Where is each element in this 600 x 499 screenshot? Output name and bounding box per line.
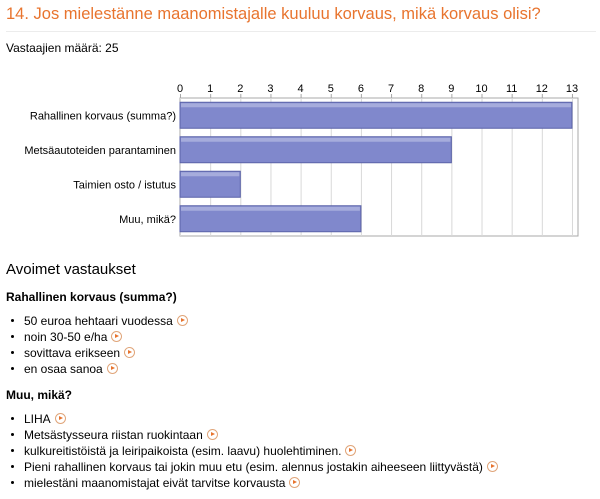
x-tick-label: 0: [176, 83, 184, 95]
list-item: [0, 329, 188, 345]
x-tick-label: 4: [297, 83, 304, 95]
x-tick-label: 5: [327, 83, 334, 95]
bar-highlight: [181, 207, 360, 211]
list-item: [0, 411, 498, 427]
answer-text: en osaa sanoa: [24, 362, 103, 376]
bar-highlight: [181, 172, 239, 176]
category-label: Metsäautoteiden parantaminen: [24, 144, 176, 157]
list-item: [0, 361, 188, 377]
list-item: [0, 427, 498, 443]
answer-text: Pieni rahallinen korvaus tai jokin muu etu (esim. alennus jostakin aiheeseen liittyvästä): [24, 460, 483, 474]
x-tick-label: 3: [267, 83, 274, 95]
x-tick-label: 6: [357, 83, 364, 95]
play-circle-icon[interactable]: [107, 363, 118, 374]
play-circle-icon[interactable]: [207, 429, 218, 440]
x-tick-label: 11: [505, 83, 518, 95]
play-circle-icon[interactable]: [55, 413, 66, 424]
answer-text: sovittava erikseen: [24, 346, 121, 360]
bar-highlight: [181, 138, 450, 142]
x-tick-label: 1: [207, 83, 214, 95]
play-circle-icon[interactable]: [177, 315, 188, 326]
answer-group-title: Rahallinen korvaus (summa?): [6, 290, 177, 304]
list-item: [0, 313, 188, 329]
x-tick-label: 12: [535, 83, 548, 95]
x-tick-label: 9: [448, 83, 455, 95]
play-circle-icon[interactable]: [487, 461, 498, 472]
list-item: [0, 459, 498, 475]
list-item: [0, 475, 498, 491]
question-title: 14. Jos mielestänne maanomistajalle kuuluu korvaus, mikä korvaus olisi?: [6, 5, 596, 32]
x-tick-label: 10: [475, 83, 488, 95]
answer-text: LIHA: [24, 412, 51, 426]
bar-chart: [0, 76, 600, 246]
answer-text: kulkureitistöistä ja leiripaikoista (esim. laavu) huolehtiminen.: [24, 444, 342, 458]
category-label: Rahallinen korvaus (summa?): [29, 110, 176, 123]
category-label: Taimien osto / istutus: [73, 179, 176, 192]
bar-highlight: [181, 103, 571, 107]
open-answers-heading: Avoimet vastaukset: [6, 261, 136, 278]
respondent-count: Vastaajien määrä: 25: [6, 41, 119, 55]
play-circle-icon[interactable]: [124, 347, 135, 358]
x-tick-label: 2: [237, 83, 244, 95]
answer-text: noin 30-50 e/ha: [24, 330, 108, 344]
answer-group-title: Muu, mikä?: [6, 388, 73, 402]
answer-list: [0, 411, 498, 491]
play-circle-icon[interactable]: [345, 445, 356, 456]
x-tick-label: 8: [418, 83, 425, 95]
answer-text: mielestäni maanomistajat eivät tarvitse korvausta: [24, 476, 286, 490]
answer-text: Metsästysseura riistan ruokintaan: [24, 428, 203, 442]
list-item: [0, 345, 188, 361]
answer-list: [0, 313, 188, 377]
category-label: Muu, mikä?: [119, 213, 176, 226]
play-circle-icon[interactable]: [289, 477, 300, 488]
x-tick-label: 7: [387, 83, 395, 95]
answer-text: 50 euroa hehtaari vuodessa: [24, 314, 173, 328]
play-circle-icon[interactable]: [111, 331, 122, 342]
x-tick-label: 13: [565, 83, 579, 95]
list-item: [0, 443, 498, 459]
